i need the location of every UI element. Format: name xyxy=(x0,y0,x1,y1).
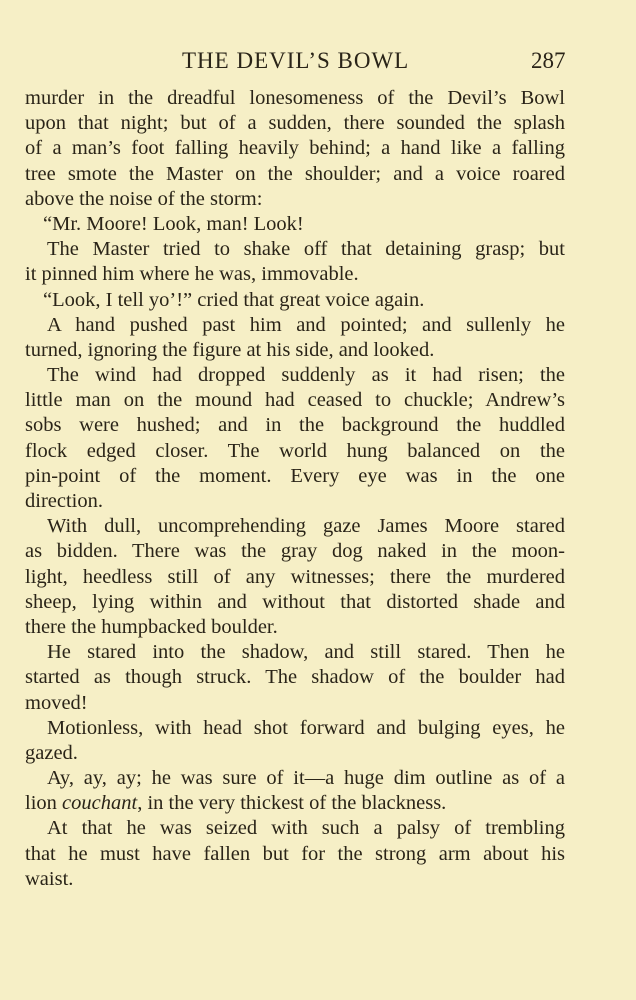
text-line: A hand pushed past him and pointed; and sullenly he xyxy=(47,313,565,336)
text-line: Ay, ay, ay; he was sure of it—a huge dim outline as of a xyxy=(47,767,565,790)
text-line: Motionless, with head shot forward and bulging eyes, he xyxy=(47,716,565,739)
text-segment: lion xyxy=(25,792,63,815)
text-line: upon that night; but of a sudden, there sounded the splash xyxy=(25,112,565,135)
text-line: waist. xyxy=(25,867,74,890)
text-line: At that he was seized with such a palsy of trembling xyxy=(47,817,565,840)
italic-word: couchant xyxy=(62,792,138,815)
text-line-italic xyxy=(25,791,565,816)
text-line: that he must have fallen but for the strong arm about his xyxy=(25,842,565,865)
text-line: moved! xyxy=(25,691,88,714)
text-line: started as though struck. The shadow of the boulder had xyxy=(25,666,565,689)
text-segment: , in the very thickest of the blackness. xyxy=(137,792,447,815)
text-line: there the humpbacked boulder. xyxy=(25,615,278,638)
body-text xyxy=(25,86,565,892)
text-line: as bidden. There was the gray dog naked in the moon- xyxy=(25,540,565,563)
text-line: of a man’s foot falling heavily behind; a hand like a falling xyxy=(25,137,565,160)
text-line: flock edged closer. The world hung balanced on the xyxy=(25,439,565,462)
text-line: direction. xyxy=(25,490,103,512)
text-line: above the noise of the storm: xyxy=(25,187,263,210)
text-line: With dull, uncomprehending gaze James Moore stared xyxy=(47,515,565,538)
text-line: little man on the mound had ceased to chuckle; Andrew’s xyxy=(25,389,565,412)
text-line: light, heedless still of any witnesses; there the murdered xyxy=(25,565,565,588)
text-line: turned, ignoring the figure at his side, and looked. xyxy=(25,338,435,361)
text-line: murder in the dreadful lonesomeness of the Devil’s Bowl xyxy=(25,87,565,109)
text-line: sobs were hushed; and in the background the huddled xyxy=(25,414,565,437)
text-line: tree smote the Master on the shoulder; and a voice roared xyxy=(25,162,565,185)
page-number: 287 xyxy=(531,48,566,73)
text-line: sheep, lying within and without that distorted shade and xyxy=(25,590,565,613)
text-line: “Mr. Moore! Look, man! Look! xyxy=(43,212,304,235)
running-header xyxy=(0,48,636,78)
text-line: He stared into the shadow, and still stared. Then he xyxy=(47,641,565,664)
text-line: The Master tried to shake off that detaining grasp; but xyxy=(47,238,565,261)
text-line: pin-point of the moment. Every eye was in the one xyxy=(25,464,565,487)
text-line: gazed. xyxy=(25,741,78,764)
text-line: “Look, I tell yo’!” cried that great voice again. xyxy=(43,288,425,311)
running-title: THE DEVIL’S BOWL xyxy=(182,48,410,73)
text-line: The wind had dropped suddenly as it had risen; the xyxy=(47,364,565,387)
text-line: it pinned him where he was, immovable. xyxy=(25,263,359,286)
